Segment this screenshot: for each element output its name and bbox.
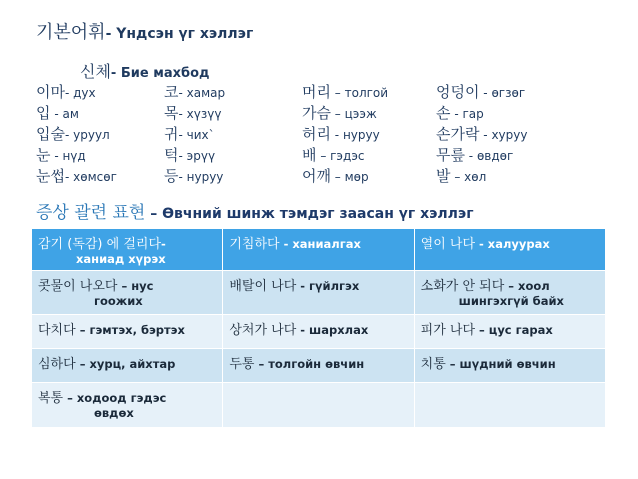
table-row [32, 229, 606, 271]
vocab-item [436, 144, 513, 165]
cell-korean: 상처가 나다 [229, 323, 297, 338]
heading-korean: 증상 괄련 표현 [36, 203, 146, 223]
heading-basic-vocabulary [36, 18, 253, 44]
body-vocabulary-list [36, 81, 636, 186]
cell-mongolian: – толгойн өвчин [254, 357, 365, 371]
table-cell [414, 271, 605, 315]
vocab-mongolian: – цээж [330, 107, 377, 121]
vocab-row [36, 81, 636, 102]
vocab-mongolian: - нуруу [178, 170, 224, 184]
vocab-mongolian: - нуруу [330, 128, 380, 142]
vocab-mongolian: - өвдөг [464, 149, 514, 163]
vocab-korean: 턱 [164, 146, 179, 164]
vocab-korean: 배 [302, 146, 317, 164]
table-cell [414, 229, 605, 271]
cell-mongolian: – шүдний өвчин [445, 357, 556, 371]
table-row [32, 349, 606, 383]
vocab-korean: 무릎 [436, 146, 465, 164]
vocab-korean: 가슴 [302, 104, 331, 122]
heading-mongolian: Үндсэн үг хэллэг [116, 26, 254, 42]
cell-mongolian: – ходоод гэдэс [63, 391, 167, 405]
table-cell [32, 315, 223, 349]
cell-korean: 다치다 [38, 323, 76, 338]
vocab-mongolian: - хөмсөг [64, 170, 117, 184]
heading-separator: – [145, 206, 163, 222]
vocab-item [436, 123, 527, 144]
cell-korean: 복통 [38, 391, 64, 406]
table-cell [32, 229, 223, 271]
vocab-item [164, 144, 215, 165]
vocab-korean: 어깨 [302, 167, 331, 185]
vocab-korean: 입술 [36, 125, 65, 143]
vocab-mongolian: - өгзөг [479, 86, 526, 100]
cell-mongolian: - гүйлгэх [296, 279, 360, 293]
vocab-item [36, 102, 79, 123]
table-cell [223, 383, 414, 428]
vocab-item [36, 144, 86, 165]
cell-mongolian-continued: шингэхгүй байх [458, 294, 564, 308]
vocab-item [302, 81, 388, 102]
table-cell [223, 271, 414, 315]
symptoms-table [31, 228, 606, 428]
vocab-item [302, 144, 365, 165]
table-cell [414, 315, 605, 349]
cell-korean: 감기 (독감) 에 걸리다 [38, 237, 162, 252]
vocab-item [36, 123, 110, 144]
vocab-korean: 코 [164, 83, 179, 101]
vocab-row [36, 144, 636, 165]
vocab-mongolian: - хүзүү [178, 107, 222, 121]
vocab-item [36, 165, 117, 186]
vocab-korean: 귀 [164, 125, 179, 143]
vocab-mongolian: – хөл [450, 170, 487, 184]
vocab-mongolian: - уруул [64, 128, 110, 142]
vocab-korean: 눈썹 [36, 167, 65, 185]
cell-mongolian: – хурц, айхтар [75, 357, 176, 371]
heading-korean: 기본어휘 [36, 22, 106, 43]
cell-korean: 기침하다 [229, 237, 280, 252]
vocab-korean: 손가락 [436, 125, 480, 143]
vocab-item [436, 102, 484, 123]
vocab-item [302, 165, 369, 186]
cell-korean: 두통 [229, 357, 255, 372]
cell-mongolian: - халуурах [475, 237, 550, 251]
cell-korean: 치통 [420, 357, 446, 372]
vocab-row [36, 165, 636, 186]
vocab-row [36, 102, 636, 123]
cell-korean: 배탈이 나다 [229, 279, 297, 294]
vocab-korean: 손 [436, 104, 451, 122]
table-row [32, 271, 606, 315]
heading-separator: - [105, 26, 117, 42]
heading-separator: - [110, 66, 121, 81]
vocab-mongolian: - дух [64, 86, 96, 100]
cell-korean: 열이 나다 [420, 237, 476, 252]
vocab-mongolian: – мөр [330, 170, 369, 184]
table-row [32, 383, 606, 428]
vocab-item [302, 102, 377, 123]
vocab-korean: 엉덩이 [436, 83, 480, 101]
vocab-korean: 등 [164, 167, 179, 185]
vocab-item [164, 102, 221, 123]
cell-mongolian: – хоол [504, 279, 550, 293]
vocab-row [36, 123, 636, 144]
vocab-korean: 발 [436, 167, 451, 185]
cell-mongolian: – цус гарах [475, 323, 553, 337]
cell-mongolian: - шархлах [296, 323, 369, 337]
heading-korean: 신체 [80, 62, 111, 81]
cell-mongolian-continued: өвдөх [94, 406, 134, 420]
vocab-item [436, 81, 525, 102]
table-cell [223, 315, 414, 349]
vocab-mongolian: - нүд [50, 149, 86, 163]
vocab-mongolian: - гар [450, 107, 484, 121]
vocab-item [164, 165, 223, 186]
table-cell [32, 271, 223, 315]
vocab-mongolian: – толгой [330, 86, 389, 100]
vocab-mongolian: - ам [50, 107, 79, 121]
cell-korean: 피가 나다 [420, 323, 476, 338]
vocab-mongolian: - чих` [178, 128, 215, 142]
cell-mongolian: - ханиалгах [279, 237, 361, 251]
table-cell [223, 229, 414, 271]
vocab-item [164, 123, 215, 144]
cell-mongolian-continued: гоожих [94, 294, 143, 308]
vocab-mongolian: - эрүү [178, 149, 216, 163]
table-row [32, 315, 606, 349]
vocab-mongolian: - хуруу [479, 128, 528, 142]
vocab-korean: 목 [164, 104, 179, 122]
cell-mongolian: – нус [117, 279, 154, 293]
vocab-item [164, 81, 225, 102]
vocab-korean: 머리 [302, 83, 331, 101]
cell-mongolian-continued: ханиад хүрэх [76, 252, 166, 266]
vocab-korean: 허리 [302, 125, 331, 143]
cell-mongolian: - [161, 237, 166, 251]
vocab-item [302, 123, 380, 144]
cell-korean: 소화가 안 되다 [420, 279, 505, 294]
table-cell [223, 349, 414, 383]
vocab-korean: 이마 [36, 83, 65, 101]
cell-korean: 콧물이 나오다 [38, 279, 118, 294]
vocab-korean: 입 [36, 104, 51, 122]
vocab-mongolian: - хамар [178, 86, 226, 100]
table-cell [32, 349, 223, 383]
vocab-mongolian: – гэдэс [316, 149, 365, 163]
vocab-item [436, 165, 486, 186]
heading-mongolian: Өвчний шинж тэмдэг заасан үг хэллэг [162, 206, 474, 222]
cell-korean: 심하다 [38, 357, 76, 372]
vocab-korean: 눈 [36, 146, 51, 164]
heading-mongolian: Бие махбод [120, 66, 210, 81]
heading-symptoms [36, 198, 474, 223]
heading-body [80, 59, 210, 82]
cell-mongolian: – гэмтэх, бэртэх [75, 323, 185, 337]
table-cell [414, 383, 605, 428]
vocab-item [36, 81, 96, 102]
table-cell [414, 349, 605, 383]
table-cell [32, 383, 223, 428]
